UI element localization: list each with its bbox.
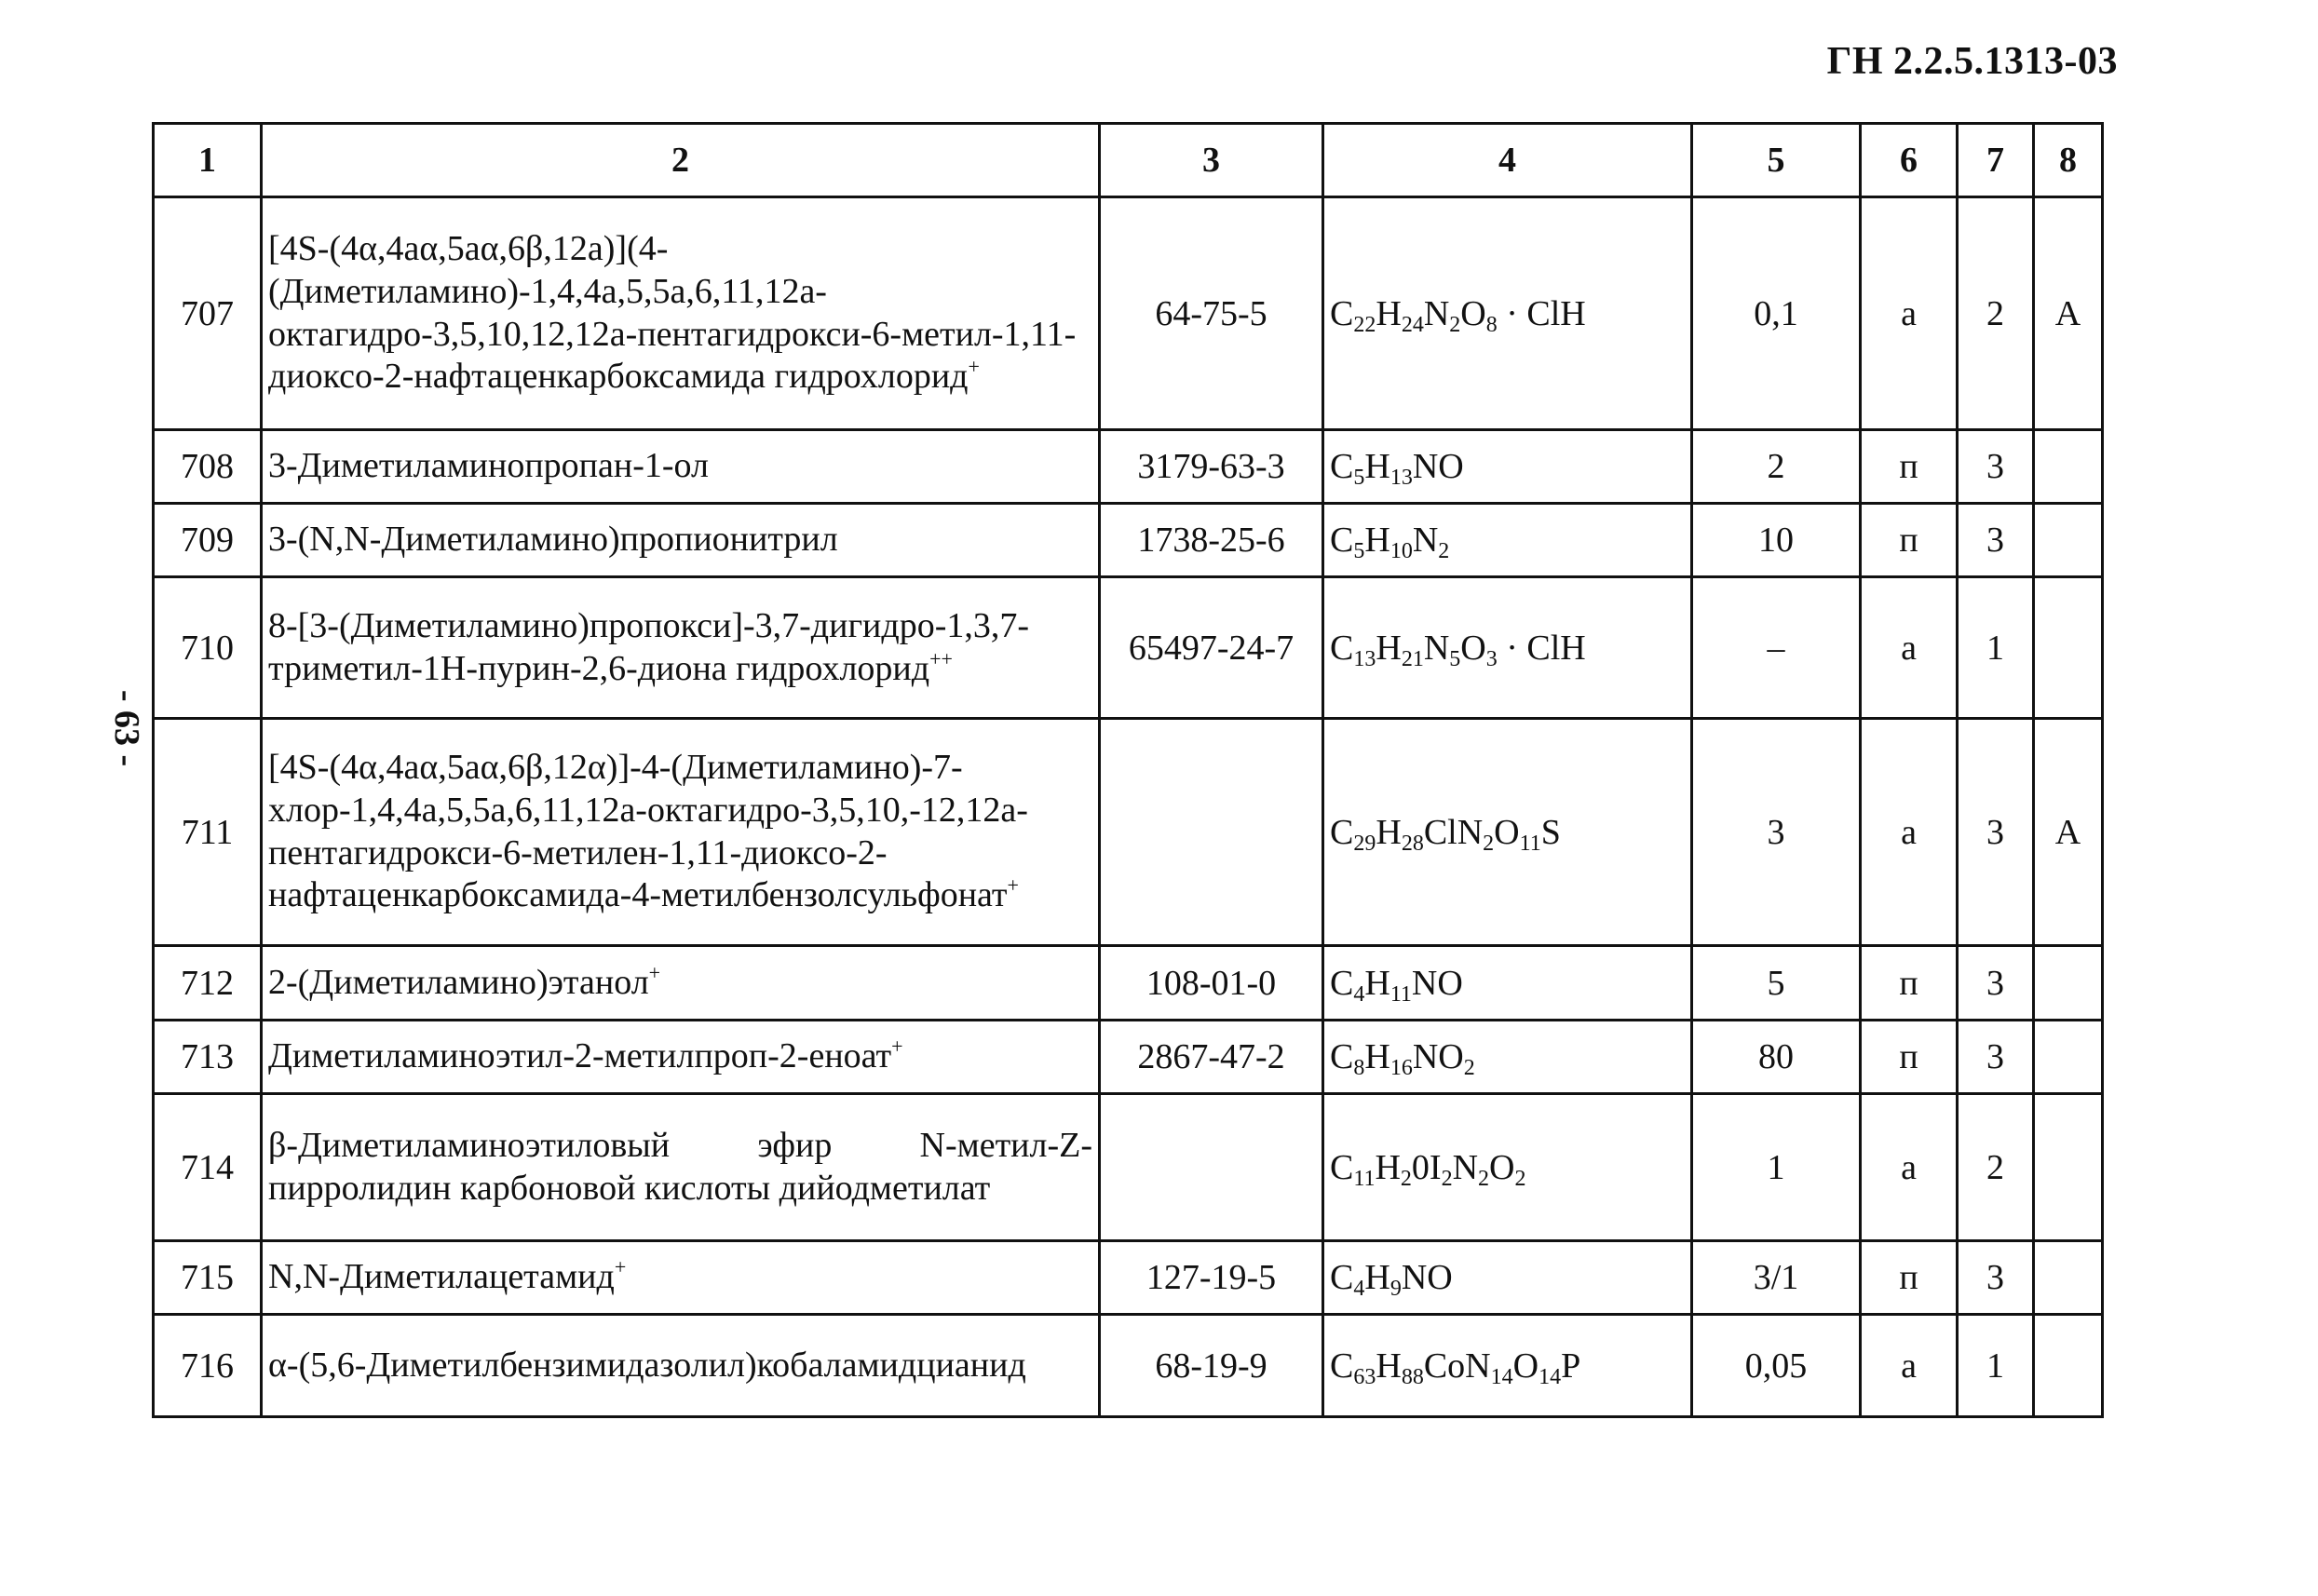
column-header-4: 4 <box>1323 124 1692 197</box>
substance-name <box>262 1021 1100 1094</box>
row-number: 714 <box>154 1094 262 1241</box>
substance-name-text: α-(5,6-Диметилбензимидазолил)кобаламидцианид <box>268 1345 1026 1385</box>
name-mark: + <box>968 355 980 379</box>
molecular-formula <box>1323 577 1692 719</box>
formula-subscript: 11 <box>1519 831 1541 856</box>
formula-part: · ClH <box>1497 628 1586 668</box>
formula-subscript: 2 <box>1463 1056 1475 1080</box>
aggregate-state: п <box>1861 504 1958 577</box>
action-feature <box>2034 430 2103 504</box>
formula-subscript: 2 <box>1438 539 1450 563</box>
formula-subscript: 13 <box>1353 646 1376 671</box>
formula-subscript: 11 <box>1389 981 1412 1007</box>
cas-number <box>1100 719 1323 946</box>
formula-subscript: 2 <box>1514 1166 1526 1191</box>
hazard-class: 3 <box>1958 430 2034 504</box>
aggregate-state: а <box>1861 577 1958 719</box>
row-number: 710 <box>154 577 262 719</box>
substance-name <box>262 430 1100 504</box>
formula-subscript: 2 <box>1483 831 1495 856</box>
substance-name <box>262 1315 1100 1417</box>
cas-number: 3179-63-3 <box>1100 430 1323 504</box>
formula-subscript: 24 <box>1401 312 1424 337</box>
name-mark: + <box>648 960 661 984</box>
formula-subscript: 10 <box>1389 539 1413 563</box>
molecular-formula <box>1323 946 1692 1021</box>
substance-name-text: [4S-(4α,4aα,5aα,6β,12α)]-4-(Диметиламино)-7-хлор-1,4,4a,5,5a,6,11,12a-октагидро-3,5,10,-12,12a-пентагидрокси-6-метилен-1,11-диоксо-2-нафтаценкарбоксамида-4-метилбензолсульфонат <box>268 748 1028 915</box>
limit-value: 80 <box>1692 1021 1861 1094</box>
formula-part: C <box>1330 963 1354 1003</box>
formula-part: CoN <box>1423 1346 1491 1386</box>
formula-subscript: 8 <box>1485 312 1498 337</box>
cas-number: 64-75-5 <box>1100 197 1323 430</box>
formula-part: C <box>1330 628 1354 668</box>
column-header-2: 2 <box>262 124 1100 197</box>
table-row <box>154 504 2103 577</box>
formula-subscript: 16 <box>1389 1056 1413 1080</box>
action-feature: А <box>2034 197 2103 430</box>
formula-subscript: 29 <box>1353 831 1376 856</box>
document-code: ГН 2.2.5.1313-03 <box>1826 40 2118 83</box>
cas-number: 127-19-5 <box>1100 1241 1323 1315</box>
molecular-formula <box>1323 430 1692 504</box>
formula-subscript: 22 <box>1353 312 1376 337</box>
column-header-3: 3 <box>1100 124 1323 197</box>
formula-part: O <box>1489 1147 1515 1187</box>
aggregate-state: а <box>1861 1315 1958 1417</box>
formula-subscript: 14 <box>1539 1364 1562 1389</box>
formula-subscript: 5 <box>1353 539 1365 563</box>
row-number: 715 <box>154 1241 262 1315</box>
action-feature <box>2034 946 2103 1021</box>
action-feature <box>2034 577 2103 719</box>
molecular-formula <box>1323 719 1692 946</box>
cas-number: 65497-24-7 <box>1100 577 1323 719</box>
formula-part: C <box>1330 1258 1354 1297</box>
page-number: - 63 - <box>107 689 147 767</box>
formula-part: C <box>1330 293 1354 333</box>
formula-subscript: 28 <box>1401 831 1424 856</box>
formula-subscript: 63 <box>1353 1364 1376 1389</box>
formula-part: NO <box>1412 1037 1464 1076</box>
formula-part: H <box>1376 293 1402 333</box>
limit-value: 3 <box>1692 719 1861 946</box>
formula-part: H <box>1364 521 1390 560</box>
table-header-row <box>154 124 2103 197</box>
formula-part: N <box>1423 628 1450 668</box>
formula-part: · ClH <box>1497 293 1586 333</box>
cas-number: 108-01-0 <box>1100 946 1323 1021</box>
limit-value: 0,05 <box>1692 1315 1861 1417</box>
formula-subscript: 4 <box>1353 1277 1365 1301</box>
column-header-7: 7 <box>1958 124 2034 197</box>
name-mark: + <box>891 1035 903 1059</box>
formula-part: NO <box>1401 1258 1453 1297</box>
formula-subscript: 5 <box>1449 646 1461 671</box>
cas-number <box>1100 1094 1323 1241</box>
table-row <box>154 1315 2103 1417</box>
formula-part: C <box>1330 812 1354 852</box>
formula-part: H <box>1376 628 1402 668</box>
limit-value: – <box>1692 577 1861 719</box>
row-number: 713 <box>154 1021 262 1094</box>
formula-part: O <box>1460 293 1486 333</box>
limit-value: 1 <box>1692 1094 1861 1241</box>
formula-part: H <box>1364 447 1390 486</box>
column-header-5: 5 <box>1692 124 1861 197</box>
formula-subscript: 5 <box>1353 466 1365 490</box>
formula-subscript: 21 <box>1401 646 1424 671</box>
substance-name-text: 3-(N,N-Диметиламино)пропионитрил <box>268 520 838 560</box>
aggregate-state: п <box>1861 430 1958 504</box>
table-row <box>154 1241 2103 1315</box>
table-row <box>154 1094 2103 1241</box>
action-feature <box>2034 1021 2103 1094</box>
formula-subscript: 4 <box>1353 981 1365 1007</box>
action-feature <box>2034 1315 2103 1417</box>
aggregate-state: п <box>1861 1021 1958 1094</box>
formula-subscript: 3 <box>1485 646 1498 671</box>
table-row <box>154 719 2103 946</box>
row-number: 711 <box>154 719 262 946</box>
formula-subscript: 14 <box>1490 1364 1513 1389</box>
formula-subscript: 2 <box>1441 1166 1453 1191</box>
aggregate-state: а <box>1861 1094 1958 1241</box>
formula-subscript: 13 <box>1389 466 1413 490</box>
substance-name <box>262 1241 1100 1315</box>
name-mark: ++ <box>929 646 953 670</box>
table-body <box>154 197 2103 1417</box>
formula-part: H <box>1375 1147 1401 1187</box>
formula-part: H <box>1364 963 1390 1003</box>
substance-name <box>262 197 1100 430</box>
substance-name <box>262 504 1100 577</box>
molecular-formula <box>1323 1241 1692 1315</box>
limit-value: 3/1 <box>1692 1241 1861 1315</box>
substances-table <box>152 122 2104 1418</box>
formula-part: S <box>1540 812 1561 852</box>
formula-subscript: 11 <box>1353 1166 1376 1191</box>
formula-part: C <box>1330 1346 1354 1386</box>
formula-part: ClN <box>1423 812 1484 852</box>
hazard-class: 2 <box>1958 1094 2034 1241</box>
substance-name <box>262 577 1100 719</box>
substance-name-text: 2-(Диметиламино)этанол <box>268 962 649 1002</box>
substance-name-text: N,N-Диметилацетамид <box>268 1257 615 1297</box>
name-mark: + <box>614 1255 627 1279</box>
formula-part: O <box>1512 1346 1539 1386</box>
formula-part: H <box>1376 1346 1402 1386</box>
row-number: 716 <box>154 1315 262 1417</box>
molecular-formula <box>1323 1094 1692 1241</box>
substance-name <box>262 946 1100 1021</box>
formula-subscript: 2 <box>1478 1166 1490 1191</box>
limit-value: 5 <box>1692 946 1861 1021</box>
formula-subscript: 8 <box>1353 1056 1365 1080</box>
hazard-class: 3 <box>1958 946 2034 1021</box>
row-number: 709 <box>154 504 262 577</box>
cas-number: 1738-25-6 <box>1100 504 1323 577</box>
formula-part: O <box>1494 812 1520 852</box>
column-header-6: 6 <box>1861 124 1958 197</box>
molecular-formula <box>1323 197 1692 430</box>
substance-name-text: [4S-(4α,4aα,5aα,6β,12a)](4-(Диметиламино)-1,4,4a,5,5a,6,11,12a-октагидро-3,5,10,12,12a-пентагидрокси-6-метил-1,11-диоксо-2-нафтаценкарбоксамида гидрохлорид <box>268 229 1077 397</box>
molecular-formula <box>1323 504 1692 577</box>
limit-value: 2 <box>1692 430 1861 504</box>
hazard-class: 3 <box>1958 719 2034 946</box>
formula-part: H <box>1376 812 1402 852</box>
formula-part: N <box>1452 1147 1479 1187</box>
formula-part: H <box>1364 1037 1390 1076</box>
formula-subscript: 2 <box>1449 312 1461 337</box>
table-row <box>154 1021 2103 1094</box>
hazard-class: 1 <box>1958 577 2034 719</box>
hazard-class: 3 <box>1958 504 2034 577</box>
substance-name-text: 3-Диметиламинопропан-1-ол <box>268 446 709 486</box>
formula-part: N <box>1423 293 1450 333</box>
molecular-formula <box>1323 1021 1692 1094</box>
substance-name-text: Диметиламиноэтил-2-метилпроп-2-еноат <box>268 1036 892 1076</box>
row-number: 708 <box>154 430 262 504</box>
hazard-class: 3 <box>1958 1021 2034 1094</box>
formula-subscript: 9 <box>1389 1277 1402 1301</box>
aggregate-state: а <box>1861 197 1958 430</box>
hazard-class: 2 <box>1958 197 2034 430</box>
table-row <box>154 946 2103 1021</box>
action-feature <box>2034 504 2103 577</box>
limit-value: 10 <box>1692 504 1861 577</box>
formula-part: O <box>1460 628 1486 668</box>
hazard-class: 3 <box>1958 1241 2034 1315</box>
formula-part: NO <box>1411 963 1463 1003</box>
molecular-formula <box>1323 1315 1692 1417</box>
formula-part: N <box>1412 521 1439 560</box>
aggregate-state: п <box>1861 1241 1958 1315</box>
hazard-class: 1 <box>1958 1315 2034 1417</box>
formula-part: H <box>1364 1258 1390 1297</box>
table-row <box>154 577 2103 719</box>
formula-part: NO <box>1412 447 1464 486</box>
cas-number: 68-19-9 <box>1100 1315 1323 1417</box>
formula-part: P <box>1561 1346 1581 1386</box>
formula-subscript: 88 <box>1401 1364 1424 1389</box>
row-number: 712 <box>154 946 262 1021</box>
table-row <box>154 430 2103 504</box>
action-feature: А <box>2034 719 2103 946</box>
formula-part: C <box>1330 447 1354 486</box>
formula-subscript: 2 <box>1400 1166 1412 1191</box>
aggregate-state: п <box>1861 946 1958 1021</box>
aggregate-state: а <box>1861 719 1958 946</box>
action-feature <box>2034 1094 2103 1241</box>
formula-part: C <box>1330 1037 1354 1076</box>
substance-name <box>262 1094 1100 1241</box>
formula-part: C <box>1330 521 1354 560</box>
limit-value: 0,1 <box>1692 197 1861 430</box>
row-number: 707 <box>154 197 262 430</box>
substance-name <box>262 719 1100 946</box>
column-header-8: 8 <box>2034 124 2103 197</box>
substance-name-text: β-Диметиламиноэтиловый эфир N-метил-Z-пирролидин карбоновой кислоты дийодметилат <box>268 1125 1092 1208</box>
column-header-1: 1 <box>154 124 262 197</box>
cas-number: 2867-47-2 <box>1100 1021 1323 1094</box>
table-row <box>154 197 2103 430</box>
formula-part: C <box>1330 1147 1354 1187</box>
action-feature <box>2034 1241 2103 1315</box>
substance-name-text: 8-[3-(Диметиламино)пропокси]-3,7-дигидро-1,3,7-триметил-1H-пурин-2,6-диона гидрохлорид <box>268 605 1030 688</box>
name-mark: + <box>1007 873 1019 898</box>
formula-part: 0I <box>1411 1147 1442 1187</box>
